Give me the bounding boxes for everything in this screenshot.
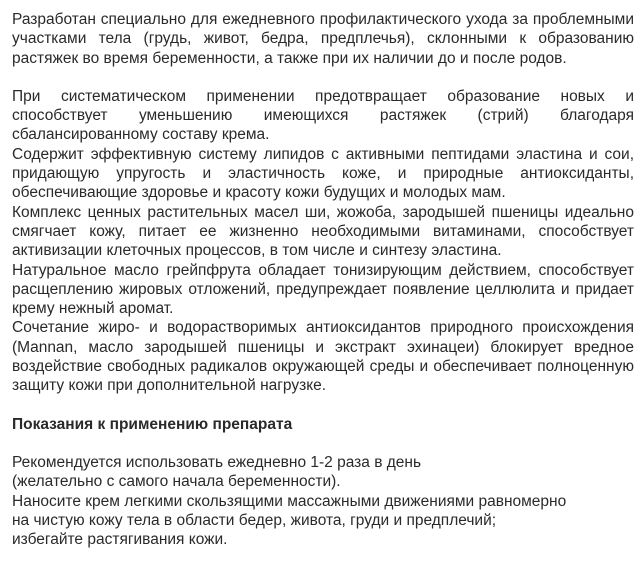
benefit-paragraph-2: Содержит эффективную систему липидов с активными пептидами эластина и сои, придающую упругость и эластичность коже, и природные антиоксиданты, обеспечивающие здоровье и красоту кожи будущих и молодых мам. (12, 145, 634, 202)
spacer (12, 434, 634, 453)
usage-heading: Показания к применению препарата (12, 415, 293, 433)
benefit-paragraph-1: При систематическом применении предотвращает образование новых и способствует уменьшению имеющихся растяжек (стрий) благодаря сбалансированному составу крема. (12, 87, 634, 144)
usage-line-1: Рекомендуется использовать ежедневно 1-2 раза в день (12, 453, 422, 471)
benefit-paragraph-3: Комплекс ценных растительных масел ши, жожоба, зародышей пшеницы идеально смягчает кожу, питает ее жизненно необходимыми витаминами, способствует активизации клеточных процессов, в том числе и синтезу эластина. (12, 203, 634, 260)
spacer (12, 68, 634, 87)
benefit-paragraph-4: Натуральное масло грейпфрута обладает тонизирующим действием, способствует расщеплению жировых отложений, предупреждает появление целлюлита и придает крему нежный аромат. (12, 261, 634, 318)
benefit-paragraph-5: Сочетание жиро- и водорастворимых антиоксидантов природного происхождения (Mannan, масло зародышей пшеницы и экстракт эхинацеи) блокирует вредное воздействие свободных радикалов окружающей среды и обеспечивает полноценную защиту кожи при дополнительной нагрузке. (12, 319, 634, 395)
usage-line-5: избегайте растягивания кожи. (12, 531, 228, 549)
spacer (12, 396, 634, 415)
intro-paragraph: Разработан специально для ежедневного профилактического ухода за проблемными участками тела (грудь, живот, бедра, предплечья), склонными к образованию растяжек во время беременности, а также при их наличии до и после родов. (12, 11, 634, 67)
usage-line-2: (желательно с самого начала беременности). (12, 473, 341, 491)
usage-line-4: на чистую кожу тела в области бедер, живота, груди и предплечий; (12, 511, 497, 529)
usage-line-3: Наносите крем легкими скользящими массажными движениями равномерно (12, 492, 567, 510)
